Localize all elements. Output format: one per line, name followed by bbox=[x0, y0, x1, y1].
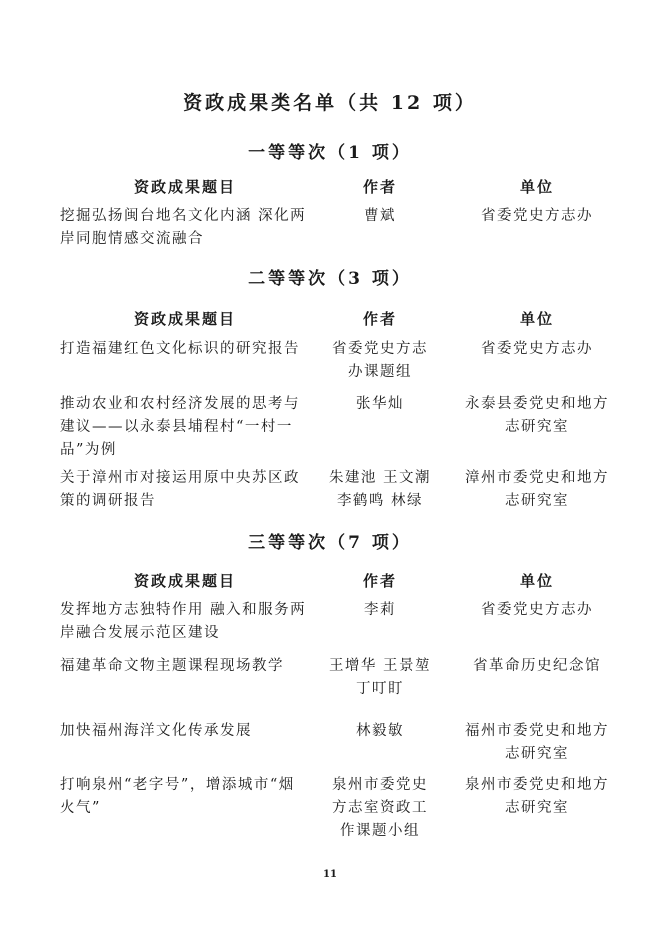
row-unit: 省委党史方志办 bbox=[481, 602, 593, 618]
page-number: 11 bbox=[323, 869, 337, 880]
row-author: 曹斌 bbox=[364, 208, 396, 224]
row-topic: 关于漳州市对接运用原中央苏区政策的调研报告 bbox=[60, 470, 300, 509]
row-unit: 福州市委党史和地方志研究室 bbox=[465, 723, 609, 762]
section-heading-third: 三等等次（7 项） bbox=[248, 533, 412, 553]
row-topic: 发挥地方志独特作用 融入和服务两岸融合发展示范区建设 bbox=[60, 602, 307, 641]
column-header-topic: 资政成果题目 bbox=[133, 310, 236, 328]
section-heading-first: 一等等次（1 项） bbox=[248, 143, 412, 163]
page-title: 资政成果类名单（共 12 项） bbox=[183, 92, 477, 114]
row-topic: 打造福建红色文化标识的研究报告 bbox=[60, 341, 300, 357]
row-author: 李莉 bbox=[364, 602, 396, 618]
row-unit: 省委党史方志办 bbox=[481, 208, 593, 224]
column-header-topic: 资政成果题目 bbox=[133, 572, 236, 590]
row-author: 林毅敏 bbox=[356, 723, 404, 739]
row-topic: 打响泉州“老字号”，增添城市“烟火气” bbox=[60, 777, 295, 816]
row-unit: 永泰县委党史和地方志研究室 bbox=[465, 396, 609, 435]
section-heading-second: 二等等次（3 项） bbox=[248, 269, 412, 289]
row-author: 王增华 王景堃 丁叮盯 bbox=[328, 658, 432, 697]
column-header-unit: 单位 bbox=[519, 178, 554, 196]
row-unit: 省革命历史纪念馆 bbox=[473, 658, 601, 674]
column-header-author: 作者 bbox=[362, 572, 397, 590]
row-topic: 加快福州海洋文化传承发展 bbox=[60, 723, 252, 739]
row-unit: 省委党史方志办 bbox=[481, 341, 593, 357]
column-header-author: 作者 bbox=[362, 178, 397, 196]
row-topic: 推动农业和农村经济发展的思考与建议——以永泰县埔程村“一村一品”为例 bbox=[60, 396, 300, 458]
row-unit: 泉州市委党史和地方志研究室 bbox=[465, 777, 609, 816]
column-header-topic: 资政成果题目 bbox=[133, 178, 236, 196]
column-header-author: 作者 bbox=[362, 310, 397, 328]
column-header-unit: 单位 bbox=[519, 310, 554, 328]
row-author: 张华灿 bbox=[356, 396, 404, 412]
row-unit: 漳州市委党史和地方志研究室 bbox=[465, 470, 609, 509]
row-author: 省委党史方志办课题组 bbox=[332, 341, 428, 380]
row-topic: 挖掘弘扬闽台地名文化内涵 深化两岸同胞情感交流融合 bbox=[60, 208, 307, 247]
row-topic: 福建革命文物主题课程现场教学 bbox=[60, 658, 284, 674]
column-header-unit: 单位 bbox=[519, 572, 554, 590]
row-author: 朱建池 王文潮 李鹤鸣 林绿 bbox=[328, 470, 432, 509]
row-author: 泉州市委党史方志室资政工作课题小组 bbox=[332, 777, 428, 839]
